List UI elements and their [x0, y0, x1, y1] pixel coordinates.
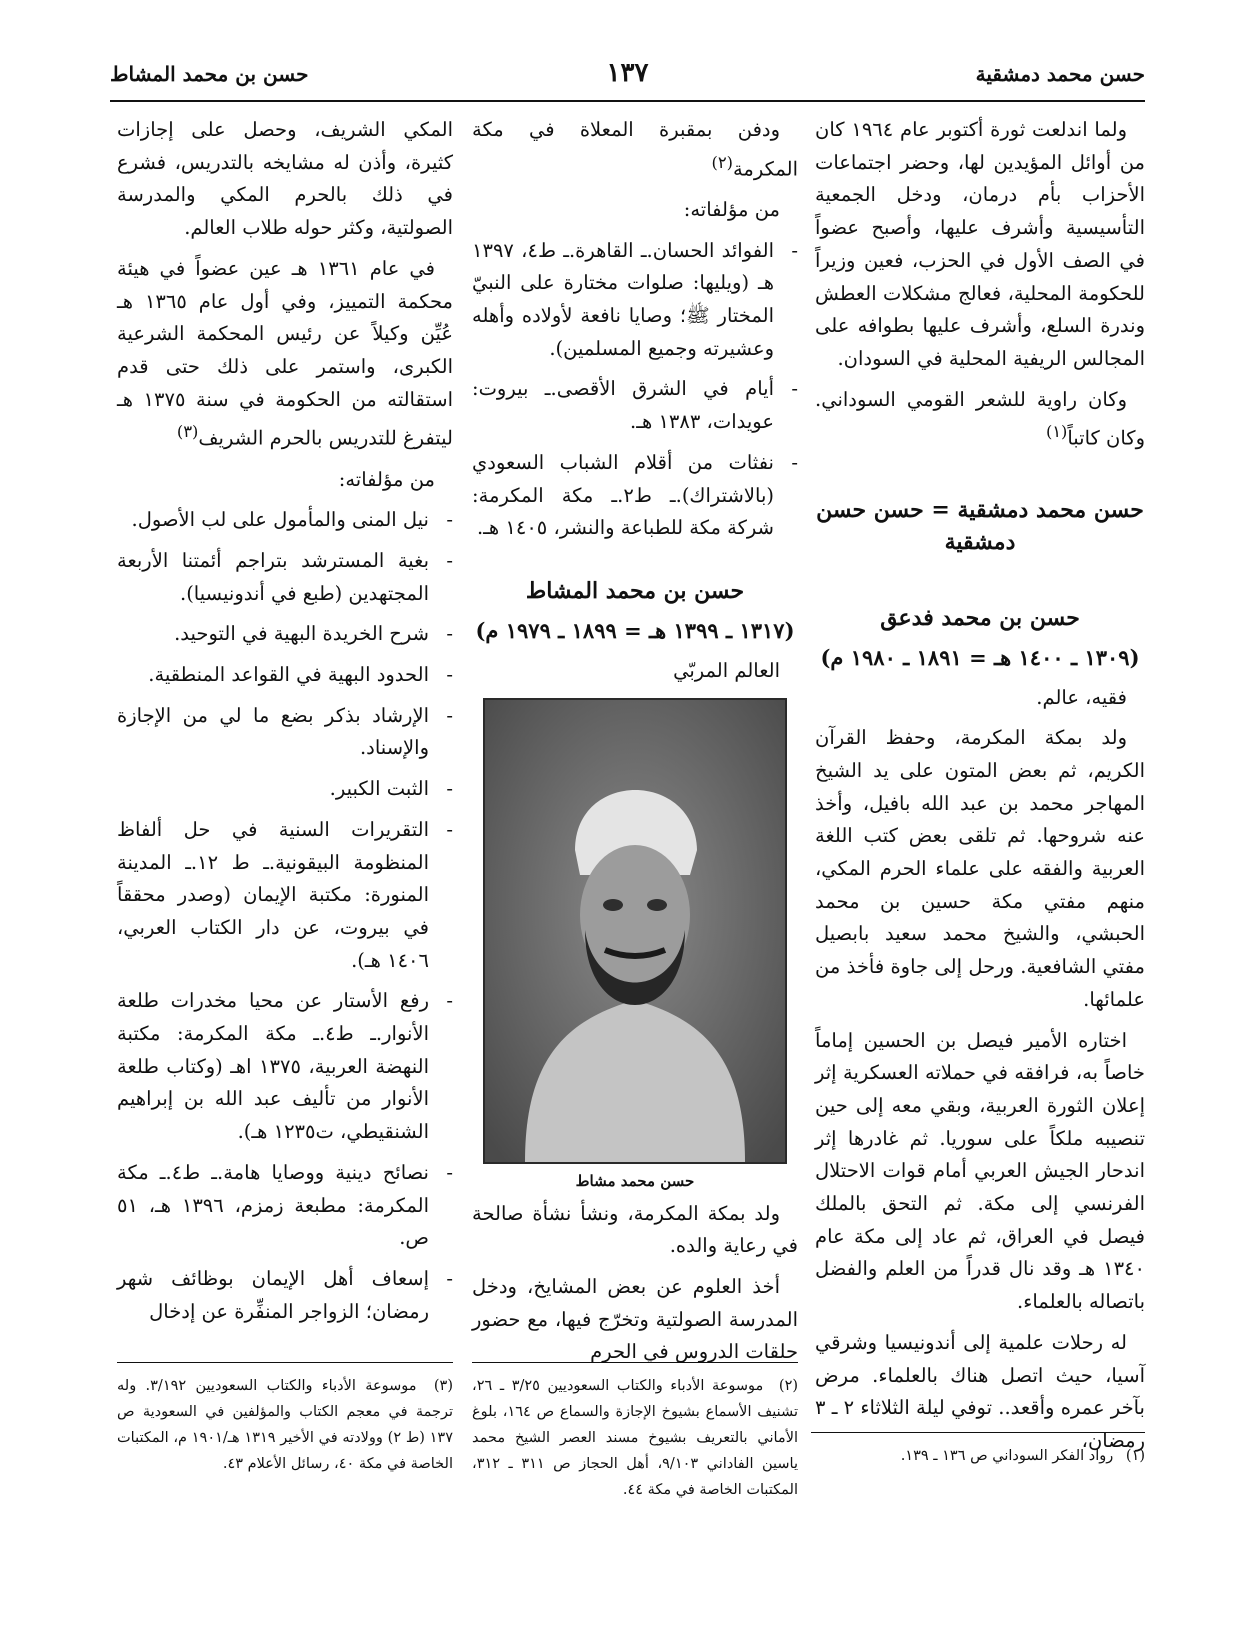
col1-paragraph-2-text: وكان راوية للشعر القومي السوداني. وكان كاتباً [815, 387, 1145, 450]
footnote-2 [472, 1362, 798, 1503]
entry-dates-mashat: (١٣١٧ ـ ١٣٩٩ هـ = ١٨٩٩ ـ ١٩٧٩ م) [475, 617, 795, 643]
work-title: بغية المسترشد بتراجم أئمتنا الأربعة المجتهدين (طبع في أندونيسيا). [117, 548, 429, 605]
running-header [110, 56, 1145, 102]
work-title: الثبت الكبير. [329, 777, 429, 801]
footnote-ref-1: (١) [1045, 422, 1068, 442]
col1-paragraph-2 [815, 384, 1145, 456]
list-item: - الفوائد الحسان.ـ القاهرة.ـ ط٤، ١٣٩٧ هـ (ويليها: صلوات مختارة على النبيّ المختار ﷺ؛ وصايا نافعة لأولاده وأهله وعشيرته وجميع المسلمين). [472, 238, 798, 360]
portrait-photo [483, 698, 787, 1164]
col1-paragraph-4: اختاره الأمير فيصل بن الحسين إماماً خاصاً به، فرافقه في حملاته العسكرية إثر إعلان الثورة العربية، وبقي معه إلى حين تنصيبه ملكاً على سوريا. ثم غادرها إثر اندحار الجيش العربي أمام قوات الاحتلال الفرنسي إلى مكة. ثم التحق بالملك فيصل في العراق، ثم عاد إلى مكة عام ١٣٤٠ هـ وقد نال قدراً من العلم والفضل باتصاله بالعلماء. [815, 1028, 1145, 1314]
header-right-title: حسن محمد دمشقية [975, 62, 1145, 86]
work-title: شرح الخريدة البهية في التوحيد. [174, 622, 429, 646]
list-item: - إسعاف أهل الإيمان بوظائف شهر رمضان؛ الزواجر المنفِّرة عن إدخال [117, 1267, 453, 1323]
column-right [815, 114, 1145, 1466]
col3-paragraph-1: المكي الشريف، وحصل على إجازات كثيرة، وأذن له مشايخه بالتدريس، فشرع في ذلك بالحرم المكي والمدرسة الصولتية، وكثر حوله طلاب العالم. [117, 118, 453, 240]
photo-caption: حسن محمد مشاط [575, 1171, 695, 1190]
header-left-title: حسن بن محمد المشاط [110, 62, 309, 86]
footnote-1-number: (١) [1125, 1448, 1145, 1464]
col2-paragraph-2: ولد بمكة المكرمة، ونشأ نشأة صالحة في رعاية والده. [472, 1201, 798, 1258]
footnote-3-number: (٣) [433, 1378, 453, 1394]
column-middle [472, 114, 798, 1377]
col2-paragraph-1-text: ودفن بمقبرة المعلاة في مكة المكرمة [472, 118, 798, 181]
work-title: التقريرات السنية في حل ألفاظ المنظومة البيقونية.ـ ط ١٢.ـ المدينة المنورة: مكتبة الإيمان (وصدر محققاً في بيروت، عن دار الكتاب العربي، ١٤٠٦ هـ). [117, 817, 429, 972]
work-title: الإرشاد بذكر بضع ما لي من الإجازة والإسناد. [117, 703, 429, 760]
list-item: - نصائح دينية ووصايا هامة.ـ ط٤.ـ مكة المكرمة: مطبعة زمزم، ١٣٩٦ هـ، ٥١ ص. [117, 1160, 453, 1250]
footnote-3 [117, 1362, 453, 1477]
entry-dates-fadaq: (١٣٠٩ ـ ١٤٠٠ هـ = ١٨٩١ ـ ١٩٨٠ م) [820, 644, 1140, 670]
work-title: إسعاف أهل الإيمان بوظائف شهر رمضان؛ الزواجر المنفِّرة عن إدخال [117, 1267, 429, 1323]
col3-paragraph-2-text: في عام ١٣٦١ هـ عين عضواً في هيئة محكمة التمييز، وفي أول عام ١٣٦٥ هـ عُيِّن وكيلاً عن رئيس المحكمة الشرعية الكبرى، واستمر على ذلك حتى قدم استقالته من الحكومة في سنة ١٣٧٥ هـ ليتفرغ للتدريس بالحرم الشريف [117, 256, 454, 450]
col2-paragraph-1 [472, 114, 798, 186]
footnote-2-text: موسوعة الأدباء والكتاب السعوديين ٣/٢٥ ـ ٢٦، تشنيف الأسماع بشيوخ الإجازة والسماع ص ١٦٤، بلوغ الأماني بالتعريف بشيوخ مسند العصر الشيخ محمد ياسين الفاداني ٩/١٠٣، أهل الحجاز ص ٣١١ ـ ٣١٢، المكتبات الخاصة في مكة ٤٤. [472, 1378, 799, 1498]
footnote-1 [811, 1432, 1145, 1469]
work-title: الحدود البهية في القواعد المنطقية. [148, 663, 429, 687]
footnote-3-text: موسوعة الأدباء والكتاب السعوديين ٣/١٩٢. وله ترجمة في معجم الكتاب والمؤلفين في السعودية ص ١٣٧ (ط ٢) وولادته في الأخير ١٣١٩ هـ/١٩٠١ م، المكتبات الخاصة في مكة ٤٠، رسائل الأعلام ٤٣. [117, 1378, 453, 1472]
list-item: - نيل المنى والمأمول على لب الأصول. [131, 508, 453, 532]
list-item: - بغية المسترشد بتراجم أئمتنا الأربعة المجتهدين (طبع في أندونيسيا). [117, 548, 453, 605]
work-title: أيام في الشرق الأقصى.ـ بيروت: عويدات، ١٣٨٣ هـ. [472, 377, 774, 434]
work-title: نيل المنى والمأمول على لب الأصول. [131, 508, 429, 532]
entry-desc-mashat: العالم المربّي [673, 658, 780, 682]
entry-heading-mashat: حسن بن محمد المشاط [525, 577, 745, 604]
list-item: - رفع الأستار عن محيا مخدرات طلعة الأنوار.ـ ط٤.ـ مكة المكرمة: مكتبة النهضة العربية، ١٣٧٥ اهـ (وكتاب طلعة الأنوار من تأليف عبد الله بن إبراهيم الشنقيطي، ت١٢٣٥ هـ). [117, 989, 453, 1144]
col1-paragraph-5: له رحلات علمية إلى أندونيسيا وشرقي آسيا، حيث اتصل هناك بالعلماء. مرض بآخر عمره وأقعد.. توفي ليلة الثلاثاء ٢ ـ ٣ رمضان، [815, 1330, 1145, 1452]
list-item: - أيام في الشرق الأقصى.ـ بيروت: عويدات، ١٣٨٣ هـ. [472, 377, 798, 434]
entry-desc-fadaq: فقيه، عالم. [1036, 685, 1127, 709]
col1-paragraph-3: ولد بمكة المكرمة، وحفظ القرآن الكريم، ثم بعض المتون على يد الشيخ المهاجر محمد بن عبد الله بافيل، وأخذ عنه شروحها. ثم تلقى بعض كتب اللغة العربية والفقه على علماء الحرم المكي، منهم مفتي مكة حسين بن محمد الحبشي، والشيخ محمد سعيد بابصيل مفتي الشافعية. ورحل إلى جاوة فأخذ من علمائها. [815, 726, 1145, 1011]
col2-works-list [472, 235, 798, 545]
list-item: - الثبت الكبير. [329, 777, 453, 801]
work-title: نصائح دينية ووصايا هامة.ـ ط٤.ـ مكة المكرمة: مطبعة زمزم، ١٣٩٦ هـ، ٥١ ص. [117, 1160, 429, 1250]
entry-heading-fadaq: حسن بن محمد فدعق [880, 604, 1080, 631]
page-number: ١٣٧ [606, 58, 649, 88]
list-item: - شرح الخريدة البهية في التوحيد. [174, 622, 453, 646]
work-title: الفوائد الحسان.ـ القاهرة.ـ ط٤، ١٣٩٧ هـ (ويليها: صلوات مختارة على النبيّ المختار ﷺ؛ وصايا نافعة لأولاده وأهله وعشيرته وجميع المسلمين). [472, 238, 774, 360]
col2-paragraph-3: أخذ العلوم عن بعض المشايخ، ودخل المدرسة الصولتية وتخرّج فيها، مع حضور حلقات الدروس في الحرم [472, 1275, 798, 1364]
work-title: رفع الأستار عن محيا مخدرات طلعة الأنوار.ـ ط٤.ـ مكة المكرمة: مكتبة النهضة العربية، ١٣٧٥ اهـ (وكتاب طلعة الأنوار من تأليف عبد الله بن إبراهيم الشنقيطي، ت١٢٣٥ هـ). [117, 989, 429, 1144]
footnote-ref-3: (٣) [176, 422, 199, 442]
column-left [117, 114, 453, 1336]
col1-paragraph-1: ولما اندلعت ثورة أكتوبر عام ١٩٦٤ كان من أوائل المؤيدين لها، وحضر اجتماعات الأحزاب بأم درمان، ودخل الجمعية التأسيسية وأشرف عليها، وأصبح عضواً في الصف الأول في الحزب، فعين وزيراً للحكومة المحلية، فعالج مشكلات العطش وندرة السلع، وأشرف عليها بطوافه على المجالس الريفية المحلية في السودان. [815, 118, 1145, 370]
footnote-ref-2: (٢) [711, 152, 733, 172]
footnote-2-number: (٢) [778, 1378, 799, 1394]
col3-paragraph-2 [117, 253, 453, 456]
footnote-1-text: رواد الفكر السوداني ص ١٣٦ ـ ١٣٩. [900, 1448, 1114, 1464]
list-item: - الحدود البهية في القواعد المنطقية. [148, 663, 453, 687]
list-item: - التقريرات السنية في حل ألفاظ المنظومة البيقونية.ـ ط ١٢.ـ المدينة المنورة: مكتبة الإيمان (وصدر محققاً في بيروت، عن دار الكتاب العربي، ١٤٠٦ هـ). [117, 817, 453, 972]
col3-works-list [117, 504, 453, 1328]
list-item: - الإرشاد بذكر بضع ما لي من الإجازة والإسناد. [117, 703, 453, 760]
col3-works-label: من مؤلفاته: [338, 467, 435, 491]
portrait-illustration [485, 700, 785, 1162]
list-item: - نفثات من أقلام الشباب السعودي (بالاشتراك).ـ ط٢.ـ مكة المكرمة: شركة مكة للطباعة والنشر، ١٤٠٥ هـ. [472, 450, 798, 540]
work-title: نفثات من أقلام الشباب السعودي (بالاشتراك).ـ ط٢.ـ مكة المكرمة: شركة مكة للطباعة والنشر، ١٤٠٥ هـ. [472, 450, 774, 540]
entry-heading-dimashqiya: حسن محمد دمشقية = حسن حسن دمشقية [816, 496, 1144, 555]
col2-works-label: من مؤلفاته: [683, 197, 780, 221]
